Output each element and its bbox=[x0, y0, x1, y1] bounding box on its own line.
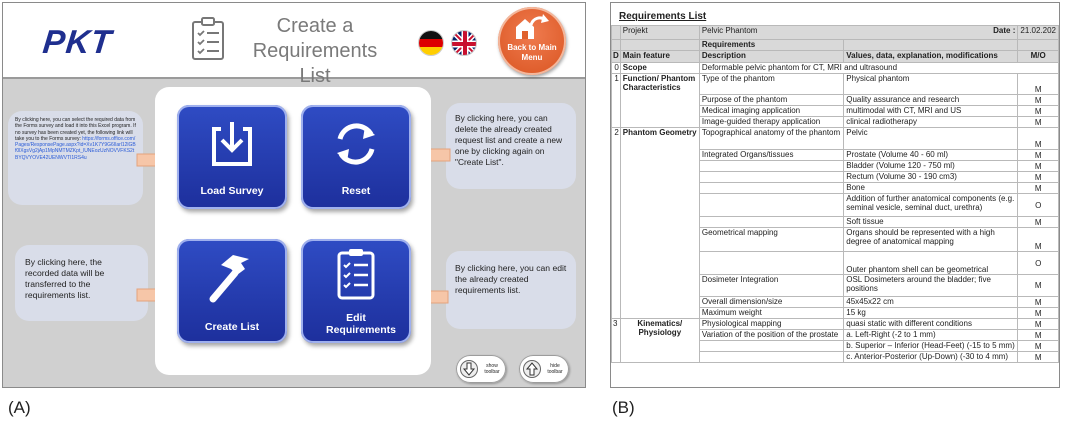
cell[interactable]: Image-guided therapy application bbox=[699, 117, 843, 128]
arrow-up-icon bbox=[523, 360, 541, 378]
cell[interactable]: M bbox=[1018, 183, 1059, 194]
cell[interactable]: 45x45x22 cm bbox=[844, 297, 1018, 308]
cell[interactable]: Organs should be represented with a high degree of anatomical mapping bbox=[844, 228, 1018, 252]
edit-note bbox=[446, 251, 576, 329]
date-label[interactable]: Date : bbox=[844, 26, 1018, 40]
download-tray-icon bbox=[209, 119, 255, 169]
cell[interactable] bbox=[699, 341, 843, 352]
cell[interactable]: Integrated Organs/tissues bbox=[699, 150, 843, 161]
create-list-label: Create List bbox=[204, 321, 260, 333]
table-row bbox=[612, 26, 1059, 40]
cell[interactable]: Purpose of the phantom bbox=[699, 95, 843, 106]
cell[interactable]: M bbox=[1018, 172, 1059, 183]
cell[interactable]: Medical imaging application bbox=[699, 106, 843, 117]
hide-toolbar-label: hide toolbar bbox=[547, 363, 563, 375]
cell[interactable]: Variation of the position of the prostate bbox=[699, 330, 843, 341]
german-flag-icon[interactable] bbox=[418, 30, 444, 56]
cell[interactable]: M bbox=[1018, 117, 1059, 128]
cell[interactable] bbox=[699, 161, 843, 172]
cell[interactable]: a. Left-Right (-2 to 1 mm) bbox=[844, 330, 1018, 341]
col-description-header[interactable]: Description bbox=[699, 51, 843, 63]
cell[interactable]: Soft tissue bbox=[844, 217, 1018, 228]
arrow-down-icon bbox=[460, 360, 478, 378]
refresh-icon bbox=[329, 117, 383, 171]
cell[interactable]: O bbox=[1018, 252, 1059, 275]
load-survey-note bbox=[8, 111, 143, 205]
uk-flag-icon[interactable] bbox=[451, 30, 477, 56]
checklist-icon bbox=[191, 17, 225, 61]
cell[interactable]: Dosimeter Integration bbox=[699, 275, 843, 297]
cell[interactable]: Type of the phantom bbox=[699, 74, 843, 95]
cell[interactable]: Physiological mapping bbox=[699, 319, 843, 330]
cell[interactable]: M bbox=[1018, 228, 1059, 252]
cell[interactable] bbox=[1018, 40, 1059, 51]
cell[interactable]: M bbox=[1018, 217, 1059, 228]
cell[interactable]: M bbox=[1018, 330, 1059, 341]
cell[interactable]: multimodal with CT, MRI and US bbox=[844, 106, 1018, 117]
cell[interactable]: Kinematics/ Physiology bbox=[620, 319, 699, 363]
cell[interactable] bbox=[620, 40, 699, 51]
cell[interactable]: Quality assurance and research bbox=[844, 95, 1018, 106]
cell[interactable] bbox=[612, 26, 621, 40]
load-survey-note-text: By clicking here, you can select the required data from the Forms survey and load it into this Excel program. If no survey has been created yet, the following link will take you to the Forms survey: bbox=[15, 117, 136, 142]
edit-requirements-label: Edit Requirements bbox=[326, 312, 397, 336]
show-toolbar-button[interactable] bbox=[456, 355, 506, 383]
cell[interactable]: 0 bbox=[612, 63, 621, 74]
cell[interactable]: 15 kg bbox=[844, 308, 1018, 319]
cell[interactable]: Bladder (Volume 120 - 750 ml) bbox=[844, 161, 1018, 172]
cell[interactable]: M bbox=[1018, 297, 1059, 308]
cell[interactable]: O bbox=[1018, 194, 1059, 217]
requirements-header[interactable]: Requirements bbox=[699, 40, 843, 51]
date-value[interactable]: 21.02.202 bbox=[1018, 26, 1059, 40]
edit-requirements-button[interactable] bbox=[301, 239, 411, 343]
projekt-label[interactable]: Projekt bbox=[620, 26, 699, 40]
table-row bbox=[612, 319, 1059, 330]
cell[interactable]: 3 bbox=[612, 319, 621, 363]
col-d-header[interactable]: D bbox=[612, 51, 621, 63]
cell[interactable] bbox=[699, 172, 843, 183]
action-tiles-area bbox=[155, 87, 431, 375]
show-toolbar-label: show toolbar bbox=[484, 363, 500, 375]
load-survey-button[interactable] bbox=[177, 105, 287, 209]
cell[interactable]: clinical radiotherapy bbox=[844, 117, 1018, 128]
cell[interactable]: Deformable pelvic phantom for CT, MRI and ultrasound bbox=[699, 63, 1058, 74]
page-title: Create a Requirements List bbox=[252, 15, 378, 87]
cell[interactable]: M bbox=[1018, 74, 1059, 95]
back-button-label: Back to Main Menu bbox=[507, 43, 557, 62]
table-row bbox=[612, 40, 1059, 51]
cell[interactable]: M bbox=[1018, 275, 1059, 297]
load-survey-label: Load Survey bbox=[200, 185, 264, 197]
cell[interactable]: Topographical anatomy of the phantom bbox=[699, 128, 843, 150]
requirements-table bbox=[611, 25, 1059, 363]
cell[interactable]: Bone bbox=[844, 183, 1018, 194]
cell[interactable]: Phantom Geometry bbox=[620, 128, 699, 319]
cell[interactable]: Pelvic bbox=[844, 128, 1018, 150]
cell[interactable]: OSL Dosimeters around the bladder; five positions bbox=[844, 275, 1018, 297]
cell[interactable]: Prostate (Volume 40 - 60 ml) bbox=[844, 150, 1018, 161]
cell[interactable] bbox=[699, 352, 843, 363]
app-header bbox=[3, 3, 585, 87]
cell[interactable]: M bbox=[1018, 161, 1059, 172]
cell[interactable] bbox=[699, 252, 843, 275]
reset-label: Reset bbox=[341, 185, 371, 197]
cell[interactable]: M bbox=[1018, 308, 1059, 319]
cell[interactable]: Outer phantom shell can be geometrical bbox=[844, 252, 1018, 275]
cell[interactable]: Physical phantom bbox=[844, 74, 1018, 95]
cell[interactable]: Function/ Phantom Characteristics bbox=[620, 74, 699, 128]
cell[interactable]: c. Anterior-Posterior (Up-Down) (-30 to 4 mm) bbox=[844, 352, 1018, 363]
edit-note-text: By clicking here, you can edit the already created requirements list. bbox=[455, 263, 567, 295]
cell[interactable] bbox=[699, 183, 843, 194]
cell[interactable]: M bbox=[1018, 341, 1059, 352]
cell[interactable]: M bbox=[1018, 352, 1059, 363]
col-values-header[interactable]: Values, data, explanation, modifications bbox=[844, 51, 1018, 63]
cell[interactable]: Maximum weight bbox=[699, 308, 843, 319]
cell[interactable]: M bbox=[1018, 319, 1059, 330]
hide-toolbar-button[interactable] bbox=[519, 355, 569, 383]
projekt-value[interactable]: Pelvic Phantom bbox=[699, 26, 843, 40]
cell[interactable]: Overall dimension/size bbox=[699, 297, 843, 308]
cell[interactable] bbox=[699, 217, 843, 228]
excel-app-panel bbox=[2, 2, 586, 388]
cell[interactable]: Scope bbox=[620, 63, 699, 74]
cell[interactable]: M bbox=[1018, 95, 1059, 106]
cell[interactable]: Rectum (Volume 30 - 190 cm3) bbox=[844, 172, 1018, 183]
table-row bbox=[612, 128, 1059, 150]
requirements-list-title: Requirements List bbox=[619, 11, 707, 22]
create-list-note-text: By clicking here, the recorded data will be transferred to the requirements list. bbox=[25, 257, 105, 300]
cell[interactable]: M bbox=[1018, 128, 1059, 150]
cell[interactable]: b. Superior – Inferior (Head-Feet) (-15 to 5 mm) bbox=[844, 341, 1018, 352]
cell[interactable]: 1 bbox=[612, 74, 621, 128]
cell[interactable] bbox=[844, 40, 1018, 51]
forms-survey-link[interactable]: https://forms.office.com/Pages/ResponsePage.aspx?id=Xv1K7Y9G6Ilarl12lGBf0lXgsVg2jAp1MpNMTMZKpt_lUNEozUzNOVVFKS2tBYQVYOVE42UENWVTI1RS4u bbox=[15, 135, 136, 161]
checklist-edit-icon bbox=[336, 247, 376, 301]
col-feature-header[interactable]: Main feature bbox=[620, 51, 699, 63]
header-row bbox=[612, 51, 1059, 63]
reset-button[interactable] bbox=[301, 105, 411, 209]
hammer-icon bbox=[207, 249, 259, 307]
home-back-icon bbox=[513, 13, 551, 43]
cell[interactable]: Geometrical mapping bbox=[699, 228, 843, 252]
table-row bbox=[612, 63, 1059, 74]
table-row bbox=[612, 74, 1059, 95]
reset-note bbox=[446, 103, 576, 189]
cell[interactable]: M bbox=[1018, 150, 1059, 161]
create-list-note bbox=[15, 245, 148, 321]
caption-b: (B) bbox=[612, 398, 635, 417]
cell[interactable]: 2 bbox=[612, 128, 621, 319]
requirements-list-sheet bbox=[610, 2, 1060, 388]
back-to-main-menu-button[interactable] bbox=[498, 7, 566, 75]
col-mo-header[interactable]: M/O bbox=[1018, 51, 1059, 63]
pkt-logo: PKT bbox=[41, 23, 114, 60]
create-list-button[interactable] bbox=[177, 239, 287, 343]
cell[interactable]: quasi static with different conditions bbox=[844, 319, 1018, 330]
cell[interactable]: Addition of further anatomical components (e.g. seminal vesicle, seminal duct, urethra) bbox=[844, 194, 1018, 217]
caption-a: (A) bbox=[8, 398, 31, 417]
reset-note-text: By clicking here, you can delete the already created request list and create a new one by clicking again on "Create List". bbox=[455, 113, 563, 167]
cell[interactable] bbox=[612, 40, 621, 51]
cell[interactable] bbox=[699, 194, 843, 217]
cell[interactable]: M bbox=[1018, 106, 1059, 117]
